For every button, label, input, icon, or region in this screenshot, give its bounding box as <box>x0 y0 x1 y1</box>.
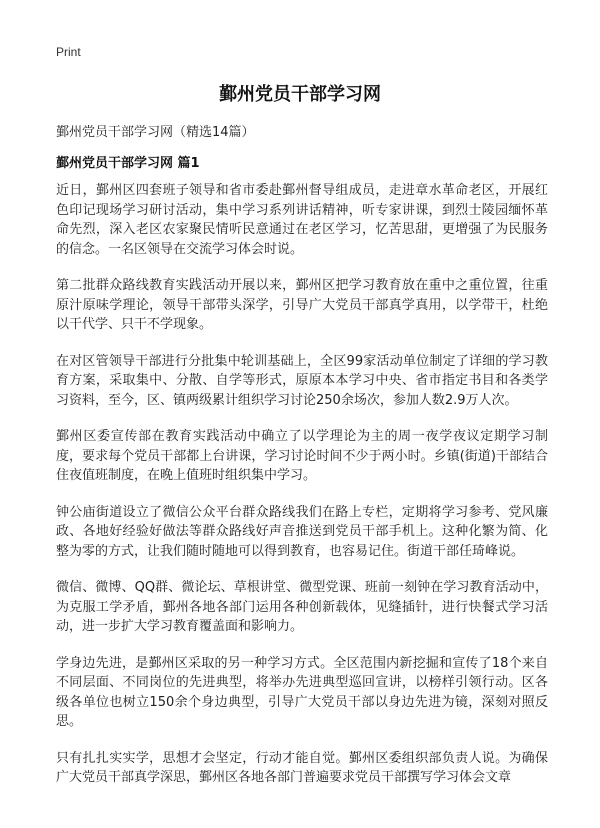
paragraph: 只有扎扎实实学，思想才会坚定，行动才能自觉。鄞州区委组织部负责人说。为确保广大党员干部真学深思，鄞州区各地各部门普遍要求党员干部撰写学习体会文章 <box>56 750 548 785</box>
paragraph: 学身边先进，是鄞州区采取的另一种学习方式。全区范围内新挖掘和宣传了18个来自不同层面、不同岗位的先进典型，将举办先进典型巡回宣讲，以榜样引领行动。区各级各单位也树立150余个身边典型，引导广大党员干部以身边先进为镜，深刻对照反思。 <box>56 655 548 729</box>
paragraph: 钟公庙街道设立了微信公众平台群众路线我们在路上专栏，定期将学习参考、党风廉政、各地好经验好做法等群众路线好声音推送到党员干部手机上。这种化繁为简、化整为零的方式，让我们随时随地可以得到教育，也容易记住。街道干部任琦峰说。 <box>56 504 548 559</box>
paragraph: 第二批群众路线教育实践活动开展以来，鄞州区把学习教育放在重中之重位置，往重原汁原味学理论，领导干部带头深学，引导广大党员干部真学真用，以学带干，杜绝以干代学、只干不学现象。 <box>56 278 548 332</box>
section-heading: 鄞州党员干部学习网 篇1 <box>56 156 200 171</box>
page-title: 鄞州党员干部学习网 <box>219 84 381 105</box>
document-subtitle: 鄞州党员干部学习网（精选14篇） <box>56 125 255 140</box>
paragraph: 鄞州区委宣传部在教育实践活动中确立了以学理论为主的周一夜学夜议定期学习制度，要求每个党员干部都上台讲课，学习讨论时间不少于两小时。乡镇(街道)干部结合住夜值班制度，在晚上值班时组织集中学习。 <box>56 429 548 483</box>
paragraph: 近日，鄞州区四套班子领导和省市委赴鄞州督导组成员，走进章水革命老区，开展红色印记现场学习研讨活动，集中学习系列讲话精神，听专家讲课，到烈士陵园缅怀革命先烈，深入老区农家聚民情听民意通过在老区学习，忆苦思甜，更增强了为民服务的信念。一名区领导在交流学习体会时说。 <box>56 183 548 257</box>
article-body <box>56 181 548 805</box>
print-link[interactable]: Print <box>56 45 81 59</box>
paragraph: 微信、微博、QQ群、微论坛、草根讲堂、微型党课、班前一刻钟在学习教育活动中，为克服工学矛盾，鄞州各地各部门运用各种创新载体，见缝插针，进行快餐式学习活动，进一步扩大学习教育覆盖面和影响力。 <box>56 580 548 634</box>
paragraph: 在对区管领导干部进行分批集中轮训基础上，全区99家活动单位制定了详细的学习教育方案，采取集中、分散、自学等形式，原原本本学习中央、省市指定书目和各类学习资料，至今，区、镇两级累计组织学习讨论250余场次，参加人数2.9万人次。 <box>56 353 548 408</box>
